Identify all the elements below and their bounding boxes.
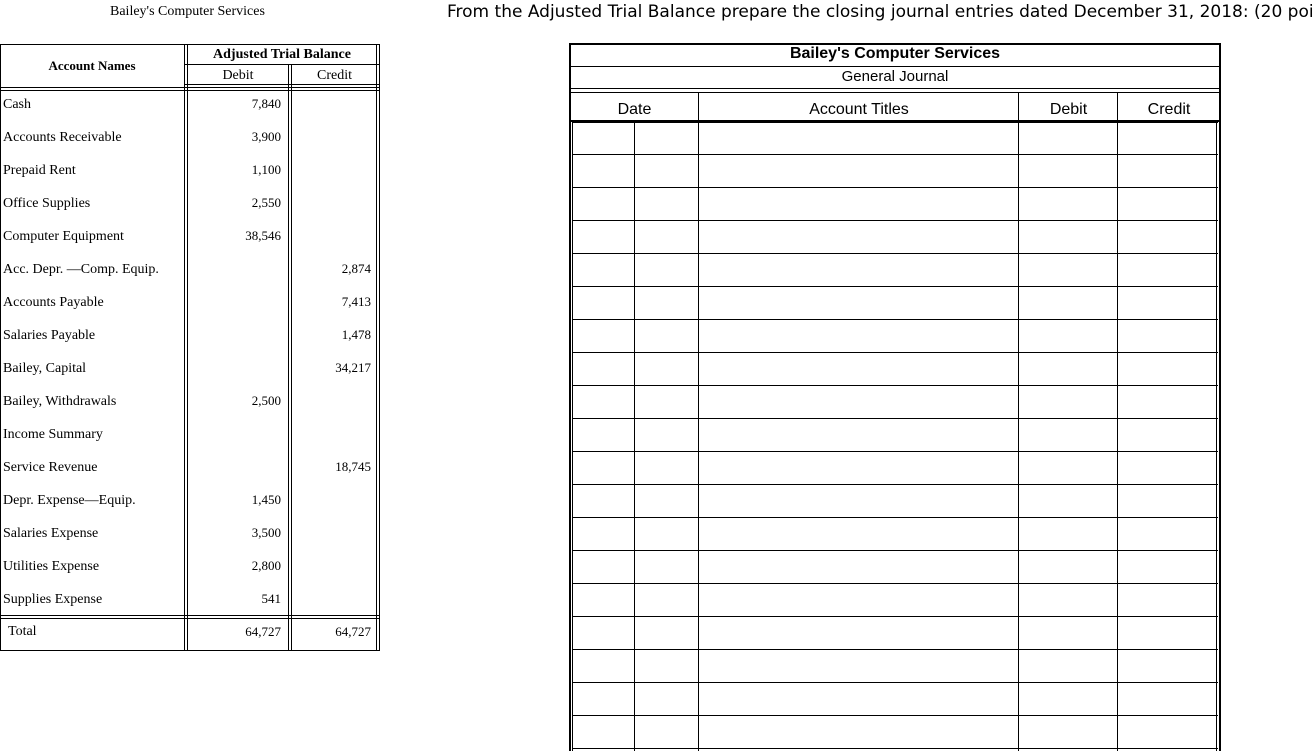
journal-rule [572,319,1218,320]
journal-rule [572,220,1218,221]
journal-rule [569,43,571,751]
debit-amount: 7,840 [251,96,281,111]
total-debit: 64,727 [245,624,281,639]
account-name: Salaries Payable [3,328,96,343]
credit-column-header: Credit [1147,101,1191,118]
journal-rule [572,253,1218,254]
account-name: Prepaid Rent [3,163,76,178]
journal-rule [1216,122,1217,751]
account-name: Computer Equipment [3,229,124,244]
total-label: Total [8,624,37,639]
journal-rule [572,484,1218,485]
table-rule [184,44,185,651]
table-rule [184,64,380,65]
journal-rule [572,385,1218,386]
table-rule [0,90,380,91]
credit-amount: 34,217 [335,360,371,375]
account-name: Office Supplies [3,196,91,211]
table-rule [184,84,380,85]
company-title: Bailey's Computer Services [110,4,265,19]
table-rule [0,87,380,88]
general-journal-table [569,43,1225,751]
journal-rule [572,748,1218,749]
account-name: Bailey, Capital [3,361,87,376]
journal-rule [569,92,1221,93]
credit-amount: 7,413 [341,294,371,309]
journal-rule [698,92,699,751]
journal-rule [1018,92,1019,751]
adjusted-trial-balance-table [0,44,380,651]
account-name: Utilities Expense [3,559,100,574]
table-rule [0,44,1,651]
account-name: Accounts Payable [3,295,104,310]
journal-rule [572,187,1218,188]
journal-rule [572,154,1218,155]
journal-rule [569,66,1221,67]
journal-rule [1219,43,1221,751]
table-rule [0,44,380,45]
tb-debit-header: Debit [222,68,254,83]
debit-amount: 1,450 [251,492,281,507]
debit-amount: 1,100 [251,162,281,177]
journal-rule [572,352,1218,353]
table-rule [376,44,377,651]
total-credit: 64,727 [335,624,371,639]
debit-amount: 2,800 [251,558,281,573]
journal-company-name: Bailey's Computer Services [789,45,1001,62]
debit-amount: 3,500 [251,525,281,540]
account-titles-column-header: Account Titles [809,101,909,118]
journal-rule [1117,92,1118,751]
credit-amount: 18,745 [335,459,371,474]
journal-rule [572,682,1218,683]
journal-rule [572,517,1218,518]
journal-rule [634,122,635,751]
table-rule [0,615,380,616]
journal-rule [572,550,1218,551]
journal-rule [572,715,1218,716]
table-rule [288,64,289,651]
credit-amount: 2,874 [341,261,371,276]
table-rule [0,650,380,651]
debit-amount: 3,900 [251,129,281,144]
debit-amount: 38,546 [245,228,281,243]
debit-amount: 2,550 [251,195,281,210]
journal-rule [572,286,1218,287]
journal-rule [572,122,573,751]
account-name: Service Revenue [3,460,98,475]
journal-rule [572,616,1218,617]
table-rule [0,618,380,619]
account-name: Accounts Receivable [3,130,122,145]
journal-rule [572,451,1218,452]
journal-rule [569,88,1221,89]
debit-amount: 541 [261,591,281,606]
account-name: Acc. Depr. —Comp. Equip. [3,262,159,277]
table-rule [291,64,292,651]
tb-credit-header: Credit [317,68,352,83]
account-names-header: Account Names [48,58,136,73]
account-name: Salaries Expense [3,526,99,541]
account-name: Bailey, Withdrawals [3,394,117,409]
debit-column-header: Debit [1049,101,1088,118]
credit-amount: 1,478 [341,327,371,342]
date-column-header: Date [617,101,652,118]
journal-rule [572,649,1218,650]
account-name: Supplies Expense [3,592,103,607]
journal-rule [572,418,1218,419]
journal-rule [569,43,1221,45]
account-name: Income Summary [3,427,103,442]
adjusted-trial-balance-header: Adjusted Trial Balance [213,47,351,62]
account-name: Depr. Expense—Equip. [3,493,136,508]
journal-rule [572,583,1218,584]
account-name: Cash [3,97,31,112]
debit-amount: 2,500 [251,393,281,408]
journal-subtitle: General Journal [841,68,949,85]
journal-rule [572,122,1218,123]
table-rule [379,44,380,651]
instruction-text: From the Adjusted Trial Balance prepare the closing journal entries dated December 31, 2018: (20 poi [447,2,1314,22]
